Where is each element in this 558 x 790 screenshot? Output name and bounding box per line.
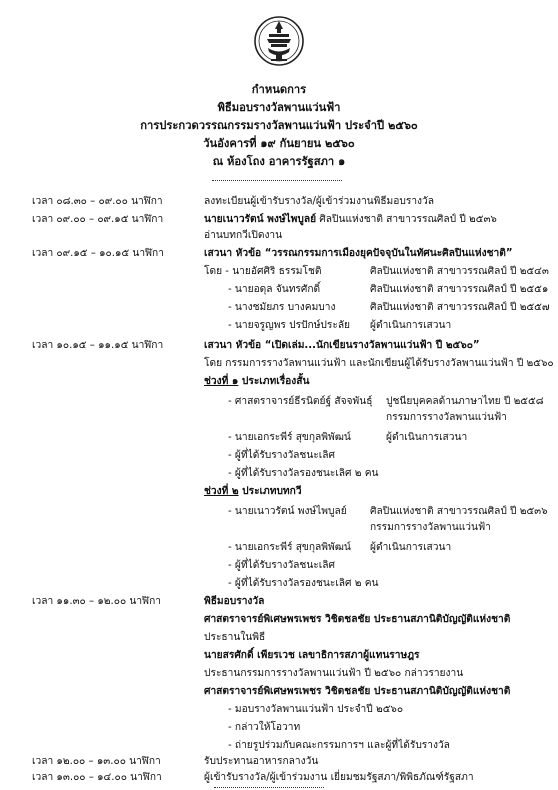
panelist-title: ศิลปินแห่งชาติ สาขาวรรณศิลป์ ปี ๒๕๔๓ <box>370 266 549 277</box>
divider <box>212 180 342 181</box>
ceremony-name: พิธีมอบรางวัลพานแว่นฟ้า <box>217 101 341 114</box>
panelist-title: ศิลปินแห่งชาติ สาขาวรรณศิลป์ ปี ๒๕๓๖ <box>370 506 548 517</box>
panelist-title: ศิลปินแห่งชาติ สาขาวรรณศิลป์ ปี ๒๕๕๗ <box>370 302 550 313</box>
ceremony-line: นายสรศักดิ์ เพียรเวช เลขาธิการสภาผู้แทนราษฎร <box>204 650 420 661</box>
panel-topic-1: เสวนา หัวข้อ “วรรณกรรมการเมืองยุคปัจจุบันในทัศนะศิลปินแห่งชาติ” <box>204 248 513 259</box>
part-1-category: ประเภทเรื่องสั้น <box>238 376 310 387</box>
time-slot-4: เวลา ๑๐.๑๕ – ๑๑.๑๕ นาฬิกา <box>32 340 164 351</box>
panelist-title: กรรมการรางวัลพานแว่นฟ้า <box>386 412 507 423</box>
contest-name: การประกวดวรรณกรรมรางวัลพานแว่นฟ้า ประจำปี ๒๕๖๐ <box>140 119 418 132</box>
part-2-heading <box>204 486 302 498</box>
page-title: กำหนดการ <box>251 83 307 96</box>
panelist-name: โดย - นายอัศศิริ ธรรมโชติ <box>204 266 322 277</box>
panelist-name: - นายอดุล จันทรศักดิ์ <box>228 284 321 295</box>
activity-7: ผู้เข้ารับรางวัล/ผู้เข้าร่วมงาน เยี่ยมชมรัฐสภา/พิพิธภัณฑ์รัฐสภา <box>204 772 474 783</box>
panelist-title: ผู้ดำเนินการเสวนา <box>386 432 468 443</box>
parliament-emblem-icon <box>254 15 304 67</box>
ceremony-line: ประธานกรรมการรางวัลพานแว่นฟ้า ปี ๒๕๖๐ กล่าวรายงาน <box>204 668 464 679</box>
panelist-title: ปูชนียบุคคลด้านภาษาไทย ปี ๒๕๕๘ <box>386 396 544 407</box>
panel-topic-2: เสวนา หัวข้อ “เปิดเล่ม...นักเขียนรางวัลพานแว่นฟ้า ปี ๒๕๖๐” <box>204 340 480 351</box>
panelist-title: ศิลปินแห่งชาติ สาขาวรรณศิลป์ ปี ๒๕๕๑ <box>370 284 549 295</box>
list-item: - ผู้ที่ได้รับรางวัลชนะเลิศ <box>228 450 335 461</box>
time-slot-7: เวลา ๑๓.๐๐ – ๑๔.๐๐ นาฬิกา <box>32 772 162 783</box>
time-slot-6: เวลา ๑๒.๐๐ – ๑๓.๐๐ นาฬิกา <box>32 756 161 767</box>
time-slot-5: เวลา ๑๑.๓๐ – ๑๒.๐๐ นาฬิกา <box>32 596 161 607</box>
activity-2 <box>204 214 497 226</box>
ceremony-line: ศาสตราจารย์พิเศษพรเพชร วิชิตชลชัย ประธานสภานิติบัญญัติแห่งชาติ <box>204 686 511 697</box>
activity-6: รับประทานอาหารกลางวัน <box>204 756 319 767</box>
panelist-name: - นายเอกระพีร์ สุขกุลพิพัฒน์ <box>228 432 351 443</box>
time-slot-1: เวลา ๐๘.๓๐ – ๐๙.๐๐ นาฬิกา <box>32 196 163 207</box>
panel-by: โดย กรรมการรางวัลพานแว่นฟ้า และนักเขียนผู้ได้รับรางวัลพานแว่นฟ้า ปี ๒๕๖๐ <box>204 358 554 369</box>
panelist-title: ผู้ดำเนินการเสวนา <box>370 320 452 331</box>
part-2-category: ประเภทบทกวี <box>238 486 302 497</box>
activity-1: ลงทะเบียนผู้เข้ารับรางวัล/ผู้เข้าร่วมงานพิธีมอบรางวัล <box>204 196 434 207</box>
part-1-label: ช่วงที่ ๑ <box>204 376 239 387</box>
divider <box>214 787 324 788</box>
panelist-title: กรรมการรางวัลพานแว่นฟ้า <box>370 522 491 533</box>
ceremony-line: ประธานในพิธี <box>204 632 266 643</box>
part-2-label: ช่วงที่ ๒ <box>204 486 239 497</box>
ceremony-heading: พิธีมอบรางวัล <box>204 596 265 607</box>
list-item: - ผู้ที่ได้รับรางวัลรองชนะเลิศ ๒ คน <box>228 468 379 479</box>
time-slot-2: เวลา ๐๙.๐๐ – ๐๙.๑๕ นาฬิกา <box>32 214 164 225</box>
list-item: - มอบรางวัลพานแว่นฟ้า ประจำปี ๒๕๖๐ <box>228 704 404 715</box>
list-item: - กล่าวให้โอวาท <box>228 722 301 733</box>
speaker-name: นายเนาวรัตน์ พงษ์ไพบูลย์ <box>204 214 317 225</box>
activity-2-detail: อ่านบทกวีเปิดงาน <box>204 230 283 241</box>
speaker-title: ศิลปินแห่งชาติ สาขาวรรณศิลป์ ปี ๒๕๓๖ <box>316 214 497 225</box>
panelist-name: - นางชมัยภร บางคมบาง <box>228 302 336 313</box>
panelist-name: - นายจรูญพร ปรปักษ์ประลัย <box>228 320 351 331</box>
panelist-name: - นายเนาวรัตน์ พงษ์ไพบูลย์ <box>228 506 347 517</box>
time-slot-3: เวลา ๐๙.๑๕ – ๑๐.๑๕ นาฬิกา <box>32 248 164 259</box>
ceremony-line: ศาสตราจารย์พิเศษพรเพชร วิชิตชลชัย ประธานสภานิติบัญญัติแห่งชาติ <box>204 614 511 625</box>
panelist-title: ผู้ดำเนินการเสวนา <box>370 542 452 553</box>
event-venue: ณ ห้องโถง อาคารรัฐสภา ๑ <box>212 155 346 168</box>
list-item: - ผู้ที่ได้รับรางวัลชนะเลิศ <box>228 560 335 571</box>
part-1-heading <box>204 376 309 388</box>
panelist-name: - นายเอกระพีร์ สุขกุลพิพัฒน์ <box>228 542 351 553</box>
list-item: - ถ่ายรูปร่วมกับคณะกรรมการฯ และผู้ที่ได้รับรางวัล <box>228 740 450 751</box>
panelist-name: - ศาสตราจารย์ธีรนิตย์ฐ์ สัจจพันธุ์ <box>228 396 373 407</box>
event-date: วันอังคารที่ ๑๙ กันยายน ๒๕๖๐ <box>203 137 355 150</box>
list-item: - ผู้ที่ได้รับรางวัลรองชนะเลิศ ๒ คน <box>228 578 379 589</box>
